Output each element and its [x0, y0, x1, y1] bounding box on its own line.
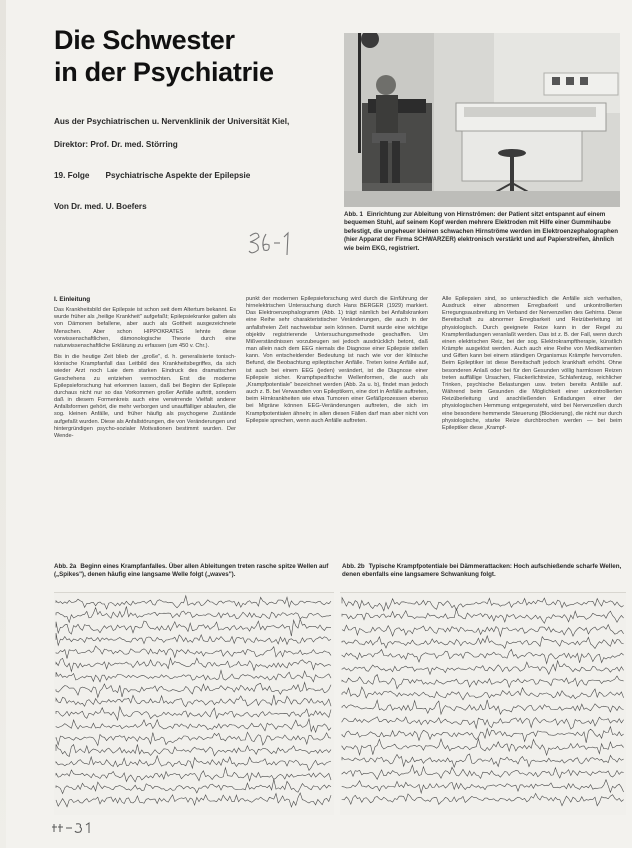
eeg-channel-line	[342, 675, 624, 689]
section-heading: I. Einleitung	[54, 296, 91, 303]
eeg-channel-line	[56, 768, 331, 782]
eeg-channel-line	[342, 739, 624, 755]
eeg-channel-line	[342, 700, 624, 714]
article-title	[54, 24, 334, 88]
eeg-channel-line	[342, 780, 624, 793]
figure-1-caption	[344, 211, 622, 253]
text-column-2	[246, 296, 428, 542]
eeg-channel-line	[342, 609, 624, 624]
article-director: Direktor: Prof. Dr. med. Störring	[54, 140, 178, 149]
eeg-channel-line	[342, 793, 624, 805]
eeg-channel-line	[56, 793, 331, 807]
col2-paragraph-1: punkt der modernen Epilepsieforschung wird durch die Einführung der hirnelektrischen Untersuchung durch Hans BERGER (1929) markiert. Das Elektroenzephalogramm (Abb. 1) trägt nämlich bei Anfallskranken eine Reihe sehr charakteristischer Veränderungen, die auch in der anfallsfreien Zeit nachweisbar sein können. Damit wurde eine wichtige objektiv registrierende Untersuchungsmethode geschaffen. Um Mißverständnissen vorzubeugen sei jedoch ausdrücklich betont, daß man allein nach dem EEG niemals die Diagnose einer Epilepsie stellen kann. Von entscheidender Bedeutung ist nach wie vor der klinische Befund, die Beobachtung epileptischer Anfälle. Treten keine Anfälle auf, ist auch bei einem EEG (jeden) verändert, ist die Diagnose einer Epilepsie sicher. Krampfspezifische Wellenformen, die auch als „Krampfpotentiale" bezeichnet werden (Abb. 2a u. b), findet man jedoch auch z. B. bei Verwandten von Epileptikern, eine dort in Anfälle auftreten, beim Hirnkrankheiten wie etwa Tumoren einer Gefäßprozessen ebenso bei Migräne können EEG-Veränderungen auftreten, die sich im Krampfpotentialen ähneln; in allen diesen Fällen darf man aber nicht von Epilepsie sprechen, wenn auch Anfälle auftreten.	[246, 296, 428, 424]
eeg-channel-line	[342, 717, 624, 729]
eeg-trace-figure-2a	[54, 592, 334, 815]
eeg-channel-line	[342, 649, 624, 663]
eeg-channel-line	[56, 596, 331, 609]
col3-paragraph-1: Alle Epilepsien sind, so unterschiedlich die Anfälle sich verhalten, Ausdruck einer abnormen Erregbarkeit und unkontrollierten Erregungsausbreitung im Verband der Nervenzellen des Gehirns. Diese Bereitschaft zu abnormer Erregbarkeit und Reizüberleitung ist physiologisch. Durch geeignete Reize kann in der Regel zu Krampfentladungen veranlaßt werden. Das ist z. B. der Fall, wenn durch einen elektrischen Reiz, bei der sog. Elektrokrampftherapie, künstlich Krämpfe ausgelöst werden. Auch auch eine Reihe von Medikamenten und Giften kann bei einem ständigen Organismus Krämpfe hervorrufen. Beim Epileptiker ist diese Bereitschaft jedoch krankhaft erhöht. Ohne besonderen Anlaß oder bei für den Gesunden völlig harmlosen Reizen treten auffällige Ursachen, Flackerlichtreize, Schlafentzug, reichlicher Trinken, psychische Belastungen usw. treten bereits Anfälle auf. Während beim Gesunden die Möglichkeit einer unkontrollierten Reizüberleitung und anschließenden Entladungen einer der physiologischen Hemmung entgegensteht, wird bei Nervenzellen durch eine besondere hemmende Steuerung (Blockierung), die nicht nur durch physiologische, starke Reize durchbrochen werden — bei beim Epileptiker diese „Krampf-	[442, 296, 622, 431]
series-number: 19. Folge	[54, 171, 90, 180]
title-line-1: Die Schwester	[54, 25, 235, 55]
eeg-channel-line	[342, 687, 624, 700]
figure-2a-label: Abb. 2a	[54, 563, 77, 570]
figure-2a-text: Beginn eines Krampfanfalles. Über allen Ableitungen treten rasche spitze Wellen auf („Spikes"), denen häufig eine langsame Welle folgt („waves").	[54, 563, 329, 579]
text-column-3	[442, 296, 622, 544]
figure-2b-caption	[342, 563, 624, 580]
eeg-room-photo	[344, 33, 620, 207]
col1-paragraph-1: Das Krankheitsbild der Epilepsie ist schon seit dem Altertum bekannt. Es wurde früher als „heilige Krankheit" aufgefaßt; Epilepsiekranke galten als von Dämonen befallene, aber auch als Gottheit ausgezeichnete Menschen. Aber schon HIPPOKRATES lehnte diese vorwissenschaftlichen, dämonologische Theorie durch eine naturwissenschaftliche Erklärung zu erfassen (um 450 v. Chr.).	[54, 307, 236, 349]
eeg-channel-line	[342, 765, 624, 779]
eeg-channel-line	[342, 598, 624, 611]
eeg-channel-line	[56, 646, 331, 659]
eeg-channel-line	[56, 779, 331, 793]
figure-2b-text: Typische Krampfpotentiale bei Dämmerattacken: Hoch aufschießende scharfe Wellen, denen ebenfalls eine langsamere Schwankung folgt.	[342, 563, 622, 579]
text-column-1	[54, 296, 236, 562]
handwritten-page-mark	[52, 820, 102, 834]
eeg-channel-line	[56, 670, 331, 682]
figure-1-label: Abb. 1	[344, 211, 363, 218]
title-line-2: in der Psychiatrie	[54, 57, 274, 87]
eeg-channel-line	[342, 661, 624, 675]
eeg-channel-line	[342, 625, 624, 637]
eeg-channel-line	[56, 633, 331, 645]
eeg-channel-line	[56, 732, 331, 745]
eeg-channel-line	[56, 658, 331, 671]
eeg-channel-line	[56, 682, 331, 697]
eeg-channel-line	[56, 756, 331, 771]
col1-paragraph-2: Bis in die heutige Zeit blieb der „große", d. h. generalisierte tonisch-klonische Krampfanfall das Leitbild des Krankheitsbegriffes, da sich wieder Arzt noch Laie dem starken Eindruck des dramatischen Geschehens zu entziehen vermochten. Erst die moderne Epilepsieforschung hat erkennen lassen, daß bei Beginn der Epilepsie durchaus nicht nur so das Vorkommen großer Anfälle auftritt, sondern daß in diesem Formenkreis auch eine verwirrende Vielfalt anderer Anfallsformen gehört, die mehr verborgen und unauffälliger ablaufen, die sog. kleinen Anfälle, und früher häufig als psychogene Zustände aufgefaßt wurden. Diese als Anfallstörungen, die von Veränderungen und hintergründigen psycho-sozialer Motivationen bestimmt wurden. Der Wende-	[54, 354, 236, 439]
eeg-channel-line	[56, 619, 331, 636]
figure-1-text: Einrichtung zur Ableitung von Hirnströmen: der Patient sitzt entspannt auf einem bequemen Stuhl, auf seinem Kopf werden mehrere Elektroden mit Hilfe einer Gummihaube befestigt, die ungeheuer kleinen schwachen Hirnströme werden im Elektroenzephalographen (hier Apparat der Firma SCHWARZER) elektronisch verstärkt und auf Papierstreifen, ähnlich wie beim EKG, registriert.	[344, 211, 619, 252]
page-edge	[0, 0, 6, 848]
figure-2a-caption	[54, 563, 332, 580]
eeg-channel-line	[56, 695, 331, 707]
handwritten-signature	[246, 228, 296, 258]
series-title: Psychiatrische Aspekte der Epilepsie	[105, 171, 251, 180]
figure-2b-label: Abb. 2b	[342, 563, 365, 570]
eeg-channel-line	[342, 727, 624, 743]
article-author: Von Dr. med. U. Boefers	[54, 202, 147, 211]
eeg-channel-line	[56, 606, 331, 622]
article-source: Aus der Psychiatrischen u. Nervenklinik der Universität Kiel,	[54, 117, 290, 126]
eeg-trace-figure-2b	[340, 592, 626, 815]
eeg-channel-line	[56, 744, 331, 756]
eeg-channel-line	[342, 754, 624, 767]
eeg-channel-line	[56, 707, 331, 720]
article-series	[54, 171, 344, 180]
eeg-channel-line	[342, 636, 624, 649]
eeg-channel-line	[56, 719, 331, 732]
